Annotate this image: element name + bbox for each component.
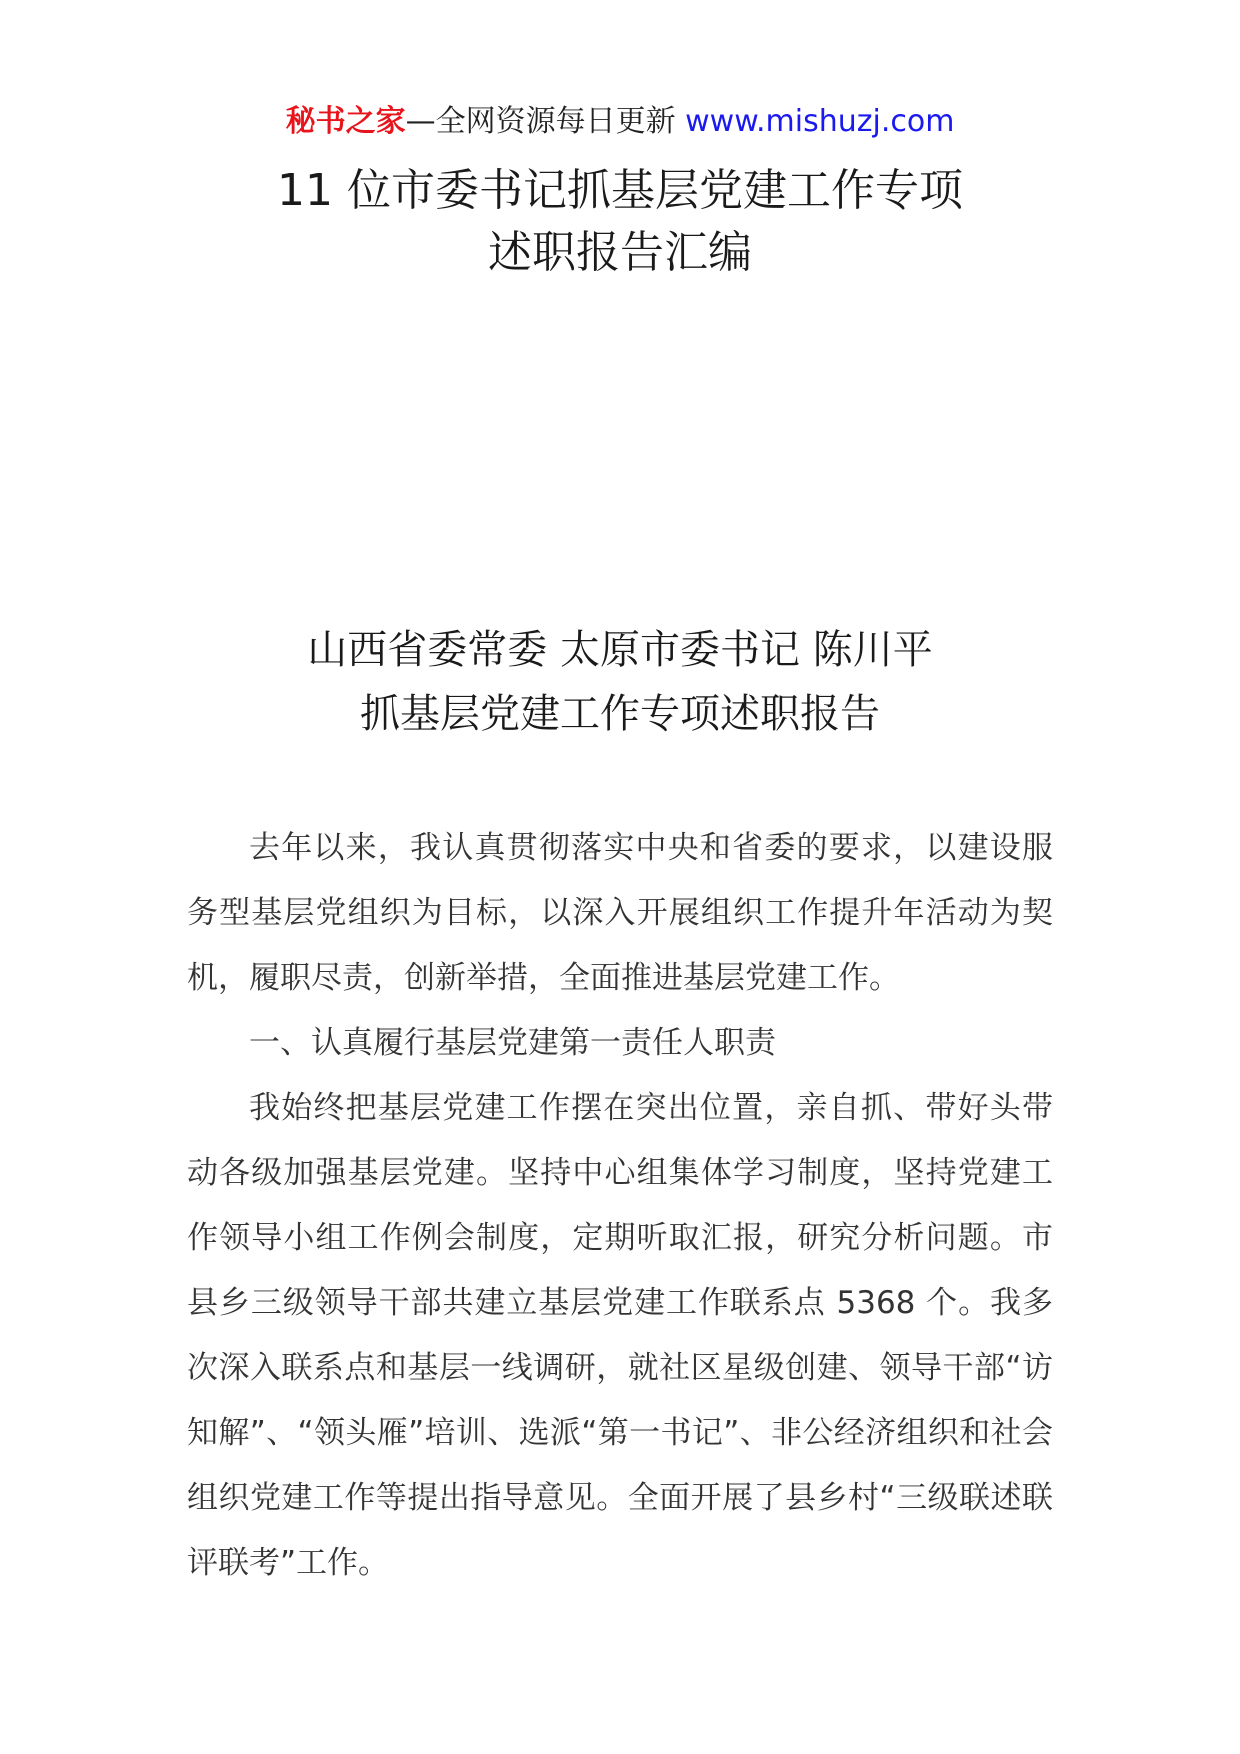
brand-name: 秘书之家	[285, 104, 406, 139]
site-banner	[0, 100, 1240, 144]
body-paragraph: 我始终把基层党建工作摆在突出位置，亲自抓、带好头带动各级加强基层党建。坚持中心组集体学习制度，坚持党建工作领导小组工作例会制度，定期听取汇报，研究分析问题。市县乡三级领导干部共建立基层党建工作联系点 5368 个。我多次深入联系点和基层一线调研，就社区星级创建、领导干部“访知解”、“领头雁”培训、选派“第一书记”、非公经济组织和社会组织党建工作等提出指导意见。全面开展了县乡村“三级联述联评联考”工作。	[187, 1090, 1053, 1581]
body-paragraph: 去年以来，我认真贯彻落实中央和省委的要求，以建设服务型基层党组织为目标，以深入开展组织工作提升年活动为契机，履职尽责，创新举措，全面推进基层党建工作。	[187, 830, 1053, 996]
site-url: www.mishuzj.com	[685, 104, 955, 139]
section-heading: 一、认真履行基层党建第一责任人职责	[249, 1025, 776, 1061]
report-title	[0, 618, 1240, 746]
document-title-line-1: 11 位市委书记抓基层党建工作专项	[277, 165, 963, 216]
banner-tagline: —全网资源每日更新	[405, 104, 686, 139]
document-title	[0, 160, 1240, 284]
document-title-line-2: 述职报告汇编	[488, 227, 752, 278]
report-body	[187, 816, 1053, 1596]
report-title-line-2: 抓基层党建工作专项述职报告	[360, 691, 880, 737]
report-title-line-1: 山西省委常委 太原市委书记 陈川平	[307, 627, 933, 673]
